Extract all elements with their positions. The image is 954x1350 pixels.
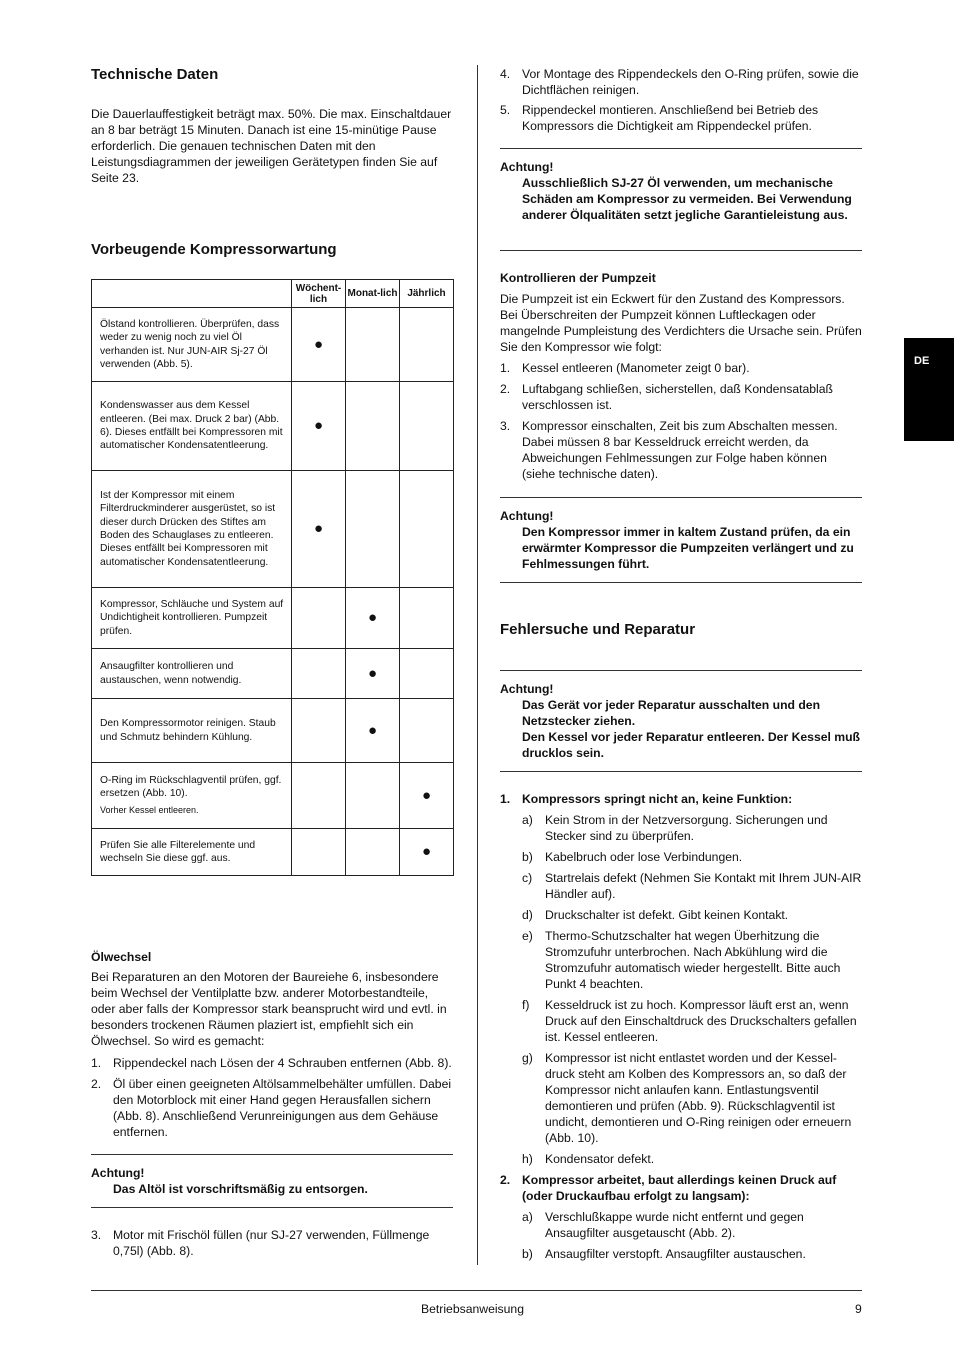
footer-title: Betriebsanweisung	[421, 1302, 524, 1316]
warning-heading: Achtung!	[500, 682, 554, 696]
list-letter: f)	[522, 998, 530, 1012]
list-item	[500, 381, 862, 413]
maintenance-table	[91, 279, 454, 876]
list-text: Öl über einen geeigneten Altölsammelbehälter umfüllen. Dabei den Motorblock mit einer Hand gegen Herausfallen sichern (Abb. 8). Anschließend Verunreinigungen aus dem Gehäuse entfernen.	[113, 1077, 452, 1139]
list-number: 3.	[500, 419, 511, 433]
fault-subitem	[500, 812, 862, 844]
language-tab	[904, 338, 954, 441]
divider	[500, 497, 862, 498]
divider	[91, 1154, 453, 1155]
warning-box-oil-type	[500, 159, 862, 223]
list-item	[91, 1076, 453, 1140]
fault-list	[500, 791, 862, 1262]
list-item	[500, 418, 862, 482]
list-letter: h)	[522, 1152, 533, 1166]
table-cell-task: Prüfen Sie alle Filterelemente und wechseln Sie diese ggf. aus.	[92, 829, 292, 876]
list-text: Motor mit Frischöl füllen (nur SJ-27 verwenden, Füllmenge 0,75l) (Abb. 8).	[113, 1228, 430, 1258]
oil-title: Ölwechsel	[91, 950, 152, 964]
table-cell-yearly	[400, 588, 454, 649]
section-title-technische-daten: Technische Daten	[91, 66, 219, 83]
section-title-fehlersuche: Fehlersuche und Reparatur	[500, 621, 696, 638]
list-text: Kesseldruck ist zu hoch. Kompressor läuft erst an, wenn Druck auf den Einschaltdruck des Druckschalters gefallen ist. Kessel entleeren.	[545, 998, 857, 1044]
list-letter: b)	[522, 1247, 533, 1261]
list-number: 5.	[500, 103, 511, 117]
list-letter: c)	[522, 871, 533, 885]
divider	[500, 148, 862, 149]
list-text: Luftabgang schließen, sicherstellen, daß Kondensatablaß verschlossen ist.	[522, 382, 833, 412]
oil-step-3	[91, 1227, 453, 1259]
list-text: Ansaugfilter verstopft. Ansaugfilter austauschen.	[545, 1247, 806, 1261]
table-cell-weekly	[292, 763, 346, 829]
table-cell-weekly: ●	[292, 471, 346, 588]
footer-divider	[91, 1290, 862, 1291]
table-cell-monthly	[346, 829, 400, 876]
list-letter: a)	[522, 813, 533, 827]
list-text: Rippendeckel nach Lösen der 4 Schrauben entfernen (Abb. 8).	[113, 1056, 452, 1070]
divider	[500, 670, 862, 671]
list-letter: g)	[522, 1051, 533, 1065]
warning-text: Das Altöl ist vorschriftsmäßig zu entsorgen.	[113, 1182, 368, 1196]
warning-box-oil	[91, 1165, 453, 1197]
list-letter: a)	[522, 1210, 533, 1224]
table-cell-yearly	[400, 649, 454, 699]
table-row	[92, 382, 454, 471]
task-note: Vorher Kessel entleeren.	[100, 804, 199, 815]
warning-text: Das Gerät vor jeder Reparatur ausschalten und den Netzstecker ziehen.	[522, 698, 821, 728]
column-divider	[477, 65, 478, 1265]
table-cell-task	[92, 763, 292, 829]
table-row	[92, 649, 454, 699]
section-title-wartung: Vorbeugende Kompressorwartung	[91, 241, 337, 258]
list-text: Verschlußkappe wurde nicht entfernt und gegen Ansaugfilter ausgetauscht (Abb. 2).	[545, 1210, 804, 1240]
list-text: Kabelbruch oder lose Verbindungen.	[545, 850, 743, 864]
table-cell-task: Ölstand kontrollieren. Überprüfen, dass weder zu wenig noch zu viel Öl verhanden ist. Nur JUN-AIR Sj-27 Öl verwenden (Abb. 5).	[92, 308, 292, 382]
list-number: 4.	[500, 67, 511, 81]
list-text: Kompressor einschalten, Zeit bis zum Abschalten messen. Dabei müssen 8 bar Kesseldruck erreicht werden, da Abweichungen Fehlmessungen zur Folge haben können (siehe technische daten).	[522, 419, 838, 481]
table-cell-weekly	[292, 649, 346, 699]
list-text: Vor Montage des Rippendeckels den O-Ring prüfen, sowie die Dichtflächen reinigen.	[522, 67, 859, 97]
table-header-row	[92, 280, 454, 308]
table-row	[92, 471, 454, 588]
table-cell-task: Ist der Kompressor mit einem Filterdruckminderer ausgerüstet, so ist dieser durch Drücken des Stiftes am Boden des Schauglases zu entleeren. Dieses entfällt bei Kompressoren mit automatischer Kondensatentleerung.	[92, 471, 292, 588]
fault-subitem	[500, 907, 862, 923]
list-text: Kein Strom in der Netzversorgung. Sicherungen und Stecker sind zu überprüfen.	[545, 813, 828, 843]
task-text: O-Ring im Rückschlagventil prüfen, ggf. ersetzen (Abb. 10).	[100, 774, 282, 800]
list-text: Kompressors springt nicht an, keine Funktion:	[522, 792, 793, 806]
list-item	[500, 102, 862, 134]
table-cell-monthly	[346, 763, 400, 829]
warning-text: Den Kompressor immer in kaltem Zustand prüfen, da ein erwärmter Kompressor die Pumpzeiten verlängert und zu Fehlmessungen führt.	[522, 525, 854, 571]
table-cell-monthly	[346, 471, 400, 588]
language-tab-label: DE	[914, 355, 930, 367]
list-text: Rippendeckel montieren. Anschließend bei Betrieb des Kompressors die Dichtigkeit am Rippendeckel prüfen.	[522, 103, 819, 133]
fault-subitem	[500, 849, 862, 865]
list-number: 2.	[500, 1173, 511, 1187]
table-row	[92, 763, 454, 829]
table-cell-yearly	[400, 382, 454, 471]
table-header-yearly: Jährlich	[400, 280, 454, 308]
list-number: 1.	[500, 361, 511, 375]
table-cell-weekly: ●	[292, 308, 346, 382]
list-number: 1.	[500, 792, 511, 806]
list-text: Kessel entleeren (Manometer zeigt 0 bar).	[522, 361, 750, 375]
table-cell-monthly: ●	[346, 649, 400, 699]
table-cell-monthly: ●	[346, 588, 400, 649]
table-cell-weekly	[292, 588, 346, 649]
pump-text: Die Pumpzeit ist ein Eckwert für den Zustand des Kompressors. Bei Überschreiten der Pumpzeit können Luftleckagen oder mangelnde Pumpleistung des Verdichters die Ursache sein. Prüfen Sie den Kompressor wie folgt:	[500, 292, 862, 354]
oil-intro: Bei Reparaturen an den Motoren der Baureiehe 6, insbesondere beim Wechsel der Ventilplatte bzw. anderer Motorbestandteile, oder aber falls der Kompressor stark beansprucht wird und evtl. in besonders trockenen Räumen plaziert ist, empfiehlt sich ein Ölwechsel. So wird es gemacht:	[91, 970, 447, 1048]
warning-heading: Achtung!	[500, 160, 554, 174]
fault-subitem	[500, 1050, 862, 1146]
table-cell-weekly: ●	[292, 382, 346, 471]
table-row	[92, 308, 454, 382]
table-cell-yearly	[400, 699, 454, 763]
table-header-weekly: Wöchent-lich	[292, 280, 346, 308]
pump-title: Kontrollieren der Pumpzeit	[500, 271, 656, 285]
table-row	[92, 699, 454, 763]
fault-subitem	[500, 1246, 862, 1262]
list-item	[91, 1055, 453, 1071]
fault-subitem	[500, 870, 862, 902]
list-item	[91, 1227, 453, 1259]
table-header-monthly: Monat-lich	[346, 280, 400, 308]
table-cell-task: Kondenswasser aus dem Kessel entleeren. (Bei max. Druck 2 bar) (Abb. 6). Dieses entfällt bei Kompressoren mit automatischer Kondensatentleerung.	[92, 382, 292, 471]
table-cell-task: Ansaugfilter kontrollieren und austauschen, wenn notwendig.	[92, 649, 292, 699]
divider	[500, 582, 862, 583]
oil-steps	[91, 1055, 453, 1140]
table-header-empty	[92, 280, 292, 308]
warning-box-repair	[500, 681, 862, 761]
table-cell-task: Kompressor, Schläuche und System auf Undichtigheit kontrollieren. Pumpzeit prüfen.	[92, 588, 292, 649]
table-row	[92, 588, 454, 649]
table-cell-weekly	[292, 699, 346, 763]
table-cell-monthly	[346, 382, 400, 471]
fault-subitem	[500, 928, 862, 992]
fault-subitem	[500, 997, 862, 1045]
list-item	[500, 66, 862, 98]
list-text: Kompressor ist nicht entlastet worden und der Kesseldruck steht am Kolben des Kompressors an, so daß der Kompressor nicht anlaufen kann. Entlastungsventil demontieren und prüfen (Abb. 9). Rückschlagventil ist undicht, demontieren und O-Ring reinigen oder erneuern (Abb. 10).	[545, 1051, 852, 1145]
table-cell-monthly	[346, 308, 400, 382]
list-text: Kompressor arbeitet, baut allerdings keinen Druck auf (oder Druckaufbau erfolgt zu langsam):	[522, 1173, 837, 1203]
oil-steps-continued	[500, 66, 862, 134]
page-number: 9	[855, 1302, 862, 1316]
list-number: 3.	[91, 1228, 102, 1242]
list-text: Druckschalter ist defekt. Gibt keinen Kontakt.	[545, 908, 789, 922]
list-text: Thermo-Schutzschalter hat wegen Überhitzung die Stromzufuhr unterbrochen. Nach Abkühlung wird die Stromzufuhr automatisch wieder hergestellt. Bitte auch Punkt 4 beachten.	[545, 929, 841, 991]
divider	[500, 771, 862, 772]
pump-steps	[500, 360, 862, 482]
divider	[500, 250, 862, 251]
list-letter: b)	[522, 850, 533, 864]
table-row	[92, 829, 454, 876]
fault-item	[500, 1172, 862, 1204]
table-cell-yearly: ●	[400, 763, 454, 829]
warning-text: Ausschließlich SJ-27 Öl verwenden, um mechanische Schäden am Kompressor zu vermeiden. Bei Verwendung anderer Ölqualitäten setzt jegliche Garantieleistung aus.	[522, 176, 852, 222]
list-letter: e)	[522, 929, 533, 943]
list-letter: d)	[522, 908, 533, 922]
list-number: 1.	[91, 1056, 102, 1070]
list-number: 2.	[500, 382, 511, 396]
table-cell-yearly: ●	[400, 829, 454, 876]
table-cell-task: Den Kompressormotor reinigen. Staub und Schmutz behindern Kühlung.	[92, 699, 292, 763]
list-text: Startrelais defekt (Nehmen Sie Kontakt mit Ihrem JUN-AIR Händler auf).	[545, 871, 862, 901]
table-cell-monthly: ●	[346, 699, 400, 763]
fault-subitem	[500, 1151, 862, 1167]
warning-box-cold	[500, 508, 862, 572]
list-text: Kondensator defekt.	[545, 1152, 655, 1166]
table-cell-yearly	[400, 308, 454, 382]
divider	[91, 1207, 453, 1208]
fault-item	[500, 791, 862, 807]
warning-text: Den Kessel vor jeder Reparatur entleeren. Der Kessel muß drucklos sein.	[522, 730, 861, 760]
list-item	[500, 360, 862, 376]
fault-subitem	[500, 1209, 862, 1241]
list-number: 2.	[91, 1077, 102, 1091]
warning-heading: Achtung!	[91, 1166, 145, 1180]
tech-text: Die Dauerlauffestigkeit beträgt max. 50%. Die max. Einschaltdauer an 8 bar beträgt 15 Minuten. Danach ist eine 15-minütige Pause erforderlich. Die genauen technischen Daten mit den Leistungsdiagrammen der jeweiligen Gerätetypen finden Sie auf Seite 23.	[91, 107, 452, 185]
warning-heading: Achtung!	[500, 509, 554, 523]
table-cell-weekly	[292, 829, 346, 876]
table-cell-yearly	[400, 471, 454, 588]
